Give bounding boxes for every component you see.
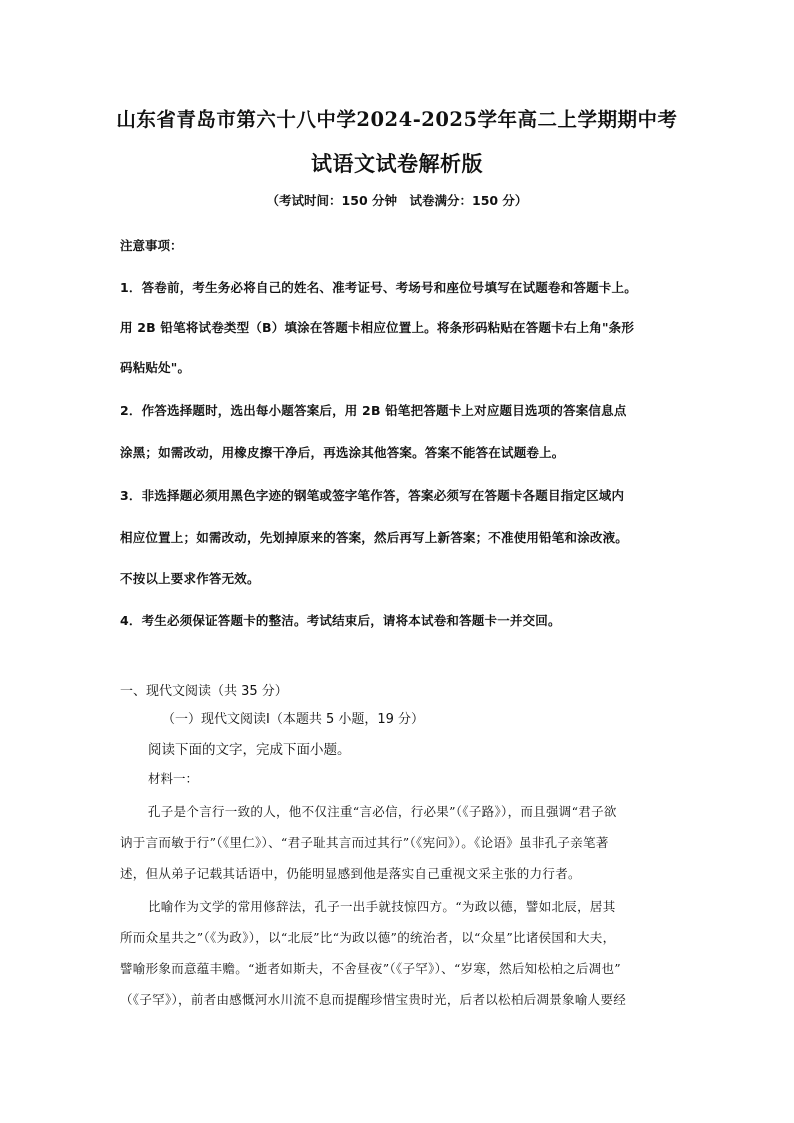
passage-line: 所而众星共之”（《为政》），以“北辰”比“为政以德”的统治者，以“众星”比诸侯国和大夫，	[120, 930, 616, 945]
note-line: 3．非选择题必须用黑色字迹的钢笔或签字笔作答，答案必须写在答题卡各题目指定区域内	[120, 488, 625, 503]
note-line: 码粘贴处"。	[120, 360, 191, 375]
note-line: 用 2B 铅笔将试卷类型（B）填涂在答题卡相应位置上。将条形码粘贴在答题卡右上角"条形	[120, 320, 635, 335]
exam-info: （考试时间：150 分钟 试卷满分：150 分）	[266, 193, 528, 208]
passage-line: 譬喻形象而意蕴丰赡。“逝者如斯夫，不舍昼夜”（《子罕》）、“岁寒，然后知松柏之后凋也”	[120, 961, 621, 976]
passage-line: 讷于言而敏于行”（《里仁》）、“君子耻其言而过其行”（《宪问》）。《论语》虽非孔子亲笔著	[120, 835, 609, 850]
document-title-line1: 山东省青岛市第六十八中学2024-2025学年高二上学期期中考	[116, 108, 678, 131]
passage-line: 述，但从弟子记载其话语中，仍能明显感到他是落实自己重视文采主张的力行者。	[120, 866, 581, 881]
material-label: 材料一：	[148, 771, 199, 786]
note-line: 涂黑；如需改动，用橡皮擦干净后，再选涂其他答案。答案不能答在试题卷上。	[120, 445, 565, 460]
note-line: 不按以上要求作答无效。	[120, 571, 260, 586]
reading-instruction: 阅读下面的文字，完成下面小题。	[148, 742, 351, 758]
passage-line: 孔子是个言行一致的人，他不仅注重“言必信，行必果”（《子路》），而且强调“君子欲	[148, 804, 617, 819]
note-line: 1．答卷前，考生务必将自己的姓名、准考证号、考场号和座位号填写在试题卷和答题卡上。	[120, 280, 637, 295]
note-line: 2．作答选择题时，选出每小题答案后，用 2B 铅笔把答题卡上对应题目选项的答案信息点	[120, 403, 627, 418]
note-line: 4．考生必须保证答题卡的整洁。考试结束后，请将本试卷和答题卡一并交回。	[120, 613, 561, 628]
section-heading: 一、现代文阅读（共 35 分）	[120, 684, 288, 699]
passage-line: 比喻作为文学的常用修辞法，孔子一出手就技惊四方。“为政以德，譬如北辰，居其	[148, 899, 616, 914]
notes-heading: 注意事项：	[120, 238, 183, 253]
sub-section-heading: （一）现代文阅读Ⅰ（本题共 5 小题，19 分）	[162, 712, 425, 727]
passage-line: （《子罕》），前者由感慨河水川流不息而提醒珍惜宝贵时光，后者以松柏后凋景象喻人要经	[120, 992, 627, 1007]
document-title-line2: 试语文试卷解析版	[311, 151, 483, 176]
note-line: 相应位置上；如需改动，先划掉原来的答案，然后再写上新答案；不准使用铅笔和涂改液。	[120, 530, 629, 545]
